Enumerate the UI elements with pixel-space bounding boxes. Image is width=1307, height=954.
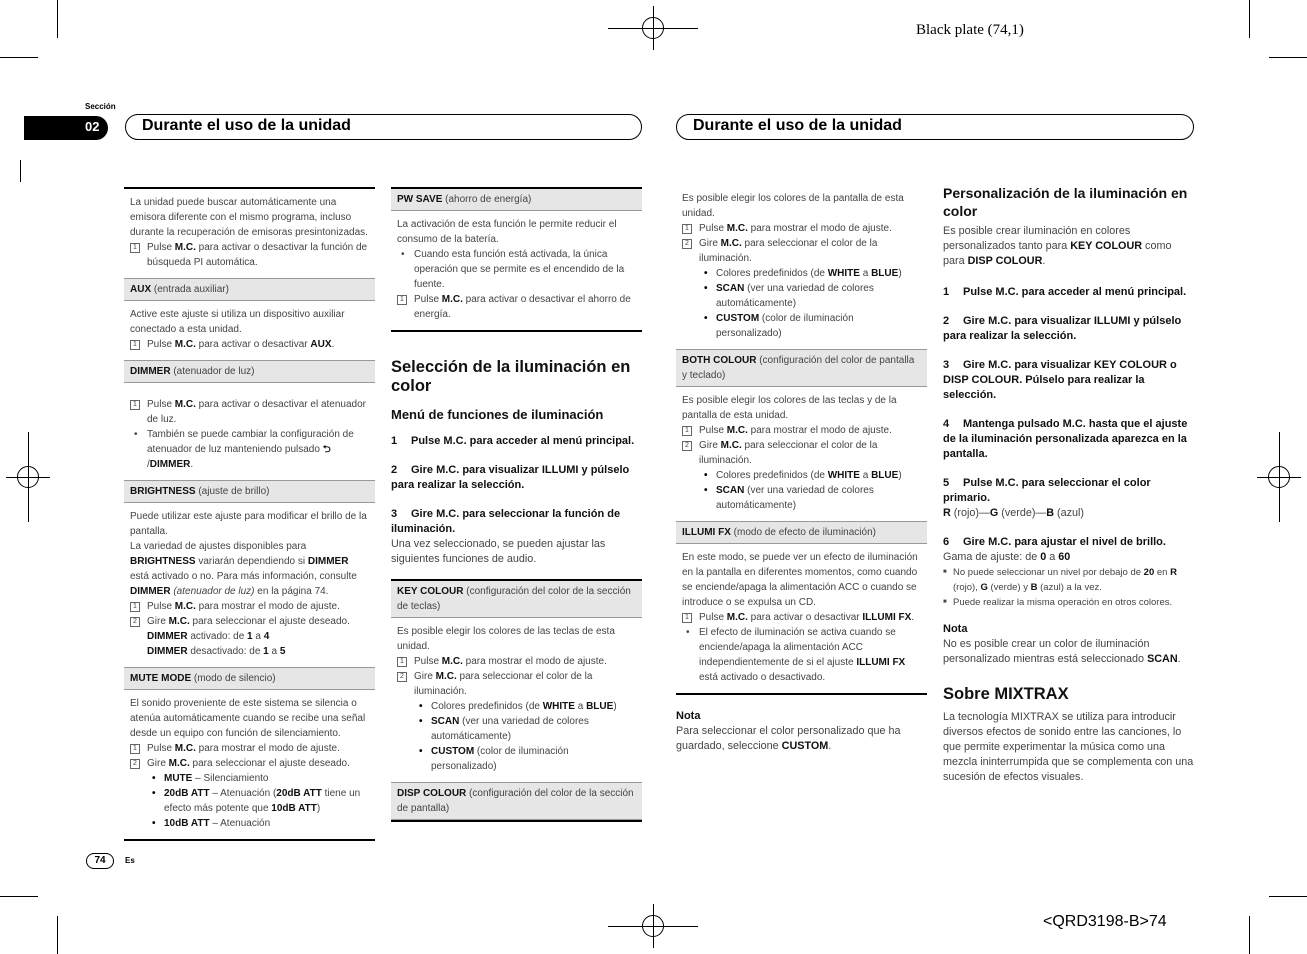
brightness-text: La variedad de ajustes disponibles para BRIGHTNESS variarán dependiendo si DIMMER está activado o no. Para más información, consulte DIMMER (atenuador de luz) en la página 74. (130, 541, 357, 597)
procedure-step: 2 Gire M.C. para visualizar ILLUMI y púlselo para realizar la selección. (391, 464, 630, 491)
registration-mark (653, 904, 654, 948)
dispcolour-text: Es posible elegir los colores de la pantalla de esta unidad. (682, 193, 904, 219)
section-number: 02 (24, 116, 108, 140)
dispcolour-cell (676, 187, 927, 349)
crop-mark (57, 916, 58, 954)
step: 1 Pulse M.C. para mostrar el modo de ajuste. (682, 423, 921, 438)
registration-mark (1279, 432, 1280, 522)
section-title: Sobre MIXTRAX (943, 685, 1069, 703)
settings-table (391, 579, 642, 822)
square-bullet: ■ No puede seleccionar un nivel por debajo de 20 en R (rojo), G (verde) y B (azul) a la vez. (943, 565, 1194, 595)
settings-table (391, 187, 642, 332)
aux-header: AUX (entrada auxiliar) (124, 278, 375, 301)
procedure-step: 3 Gire M.C. para visualizar KEY COLOUR o DISP COLOUR. Púlselo para realizar la selección. (943, 359, 1177, 401)
crop-mark (1249, 0, 1250, 38)
dimmer-cell (124, 383, 375, 480)
option: • Colores predefinidos (de WHITE a BLUE) (682, 468, 921, 483)
option: • SCAN (ver una variedad de colores automáticamente) (397, 714, 636, 744)
procedure-step: 3 Gire M.C. para seleccionar la función de iluminación. (391, 508, 621, 535)
crop-mark (1269, 896, 1307, 897)
section-label: Sección (85, 102, 116, 111)
bullet: • El efecto de iluminación se activa cuando se enciende/apaga la alimentación ACC independientemente de si el ajuste ILLUMI FX está activado o desactivado. (682, 625, 921, 685)
crop-mark (0, 896, 38, 897)
pwsave-text: La activación de esta función le permite reducir el consumo de la batería. (397, 219, 617, 245)
crop-mark (0, 57, 38, 58)
column-2 (391, 187, 642, 822)
illumifx-text: En este modo, se puede ver un efecto de iluminación en la pantalla en diferentes momentos, como cuando se enciende/apaga la alimentación ACC o cuando se introduce o se expulsa un CD. (682, 552, 918, 608)
mute-header: MUTE MODE (modo de silencio) (124, 667, 375, 690)
document-code: <QRD3198-B>74 (1043, 913, 1167, 930)
aux-text: Active este ajuste si utiliza un dispositivo auxiliar conectado a esta unidad. (130, 309, 345, 335)
section-title: Selección de la iluminación en color (391, 358, 631, 395)
header-right: Durante el uso de la unidad (676, 114, 1194, 140)
subsection-title: Menú de funciones de iluminación (391, 407, 604, 422)
procedure-step: 1 Pulse M.C. para acceder al menú principal. (391, 435, 635, 447)
column-1 (124, 187, 375, 841)
option: • MUTE – Silenciamiento (130, 771, 369, 786)
option: • CUSTOM (color de iluminación personalizado) (682, 311, 921, 341)
intro-text: Es posible crear iluminación en colores personalizados tanto para KEY COLOUR como para DISP COLOUR. (943, 225, 1172, 267)
brightness-text: Puede utilizar este ajuste para modificar el brillo de la pantalla. (130, 511, 367, 537)
aux-cell (124, 301, 375, 360)
bothcolour-text: Es posible elegir los colores de las teclas y de la pantalla de esta unidad. (682, 395, 897, 421)
registration-mark (28, 432, 29, 522)
step-text: Gama de ajuste: de 0 a 60 (943, 551, 1071, 563)
option: • CUSTOM (color de iluminación personalizado) (397, 744, 636, 774)
bullet: • También se puede cambiar la configuración de atenuador de luz manteniendo pulsado ⮌ /DIMMER. (130, 427, 369, 472)
pi-text: La unidad puede buscar automáticamente una emisora diferente con el mismo programa, incluso durante la recuperación de emisoras presintonizadas. (130, 197, 368, 238)
range: DIMMER activado: de 1 a 4 (147, 631, 270, 642)
step-text: R (rojo)—G (verde)—B (azul) (943, 507, 1085, 519)
option: • Colores predefinidos (de WHITE a BLUE) (397, 699, 636, 714)
crop-mark (20, 160, 21, 182)
crop-mark (1269, 57, 1307, 58)
illumifx-header: ILLUMI FX (modo de efecto de iluminación) (676, 521, 927, 544)
procedure-step: 2 Gire M.C. para visualizar ILLUMI y púlselo para realizar la selección. (943, 315, 1182, 342)
step-text: Una vez seleccionado, se pueden ajustar las siguientes funciones de audio. (391, 538, 606, 565)
step: 2 Gire M.C. para seleccionar el ajuste deseado. (130, 614, 369, 629)
bothcolour-cell (676, 387, 927, 521)
option: • 10dB ATT – Atenuación (130, 816, 369, 831)
column-4 (943, 184, 1194, 785)
step: 1 Pulse M.C. para mostrar el modo de ajuste. (130, 599, 369, 614)
step: 2 Gire M.C. para seleccionar el ajuste deseado. (130, 756, 369, 771)
note-heading: Nota (676, 710, 701, 722)
option: • SCAN (ver una variedad de colores automáticamente) (682, 483, 921, 513)
step: 1 Pulse M.C. para activar o desactivar el ahorro de energía. (397, 292, 636, 322)
page-language: Es (125, 856, 135, 865)
step: 1 Pulse M.C. para mostrar el modo de ajuste. (682, 221, 921, 236)
procedure-step: 4 Mantenga pulsado M.C. hasta que el ajuste de la iluminación personalizada aparezca en la pantalla. (943, 418, 1188, 460)
keycolour-cell (391, 618, 642, 782)
crop-mark (1249, 916, 1250, 954)
step: 1 Pulse M.C. para mostrar el modo de ajuste. (397, 654, 636, 669)
pwsave-header: PW SAVE (ahorro de energía) (391, 189, 642, 211)
step: 1 Pulse M.C. para activar o desactivar AUX. (130, 337, 369, 352)
header-left: Durante el uso de la unidad (125, 114, 642, 140)
illumifx-cell (676, 544, 927, 693)
mixtrax-text: La tecnología MIXTRAX se utiliza para introducir diversos efectos de sonido entre las canciones, lo que permite experimentar la música como una mezcla ininterrumpida que se complementa con una sucesión de efectos visuales. (943, 711, 1194, 783)
step: 1 Pulse M.C. para mostrar el modo de ajuste. (130, 741, 369, 756)
column-3 (676, 187, 927, 754)
keycolour-text: Es posible elegir los colores de las teclas de esta unidad. (397, 626, 615, 652)
crop-mark (57, 0, 58, 38)
option: • SCAN (ver una variedad de colores automáticamente) (682, 281, 921, 311)
plate-label: Black plate (74,1) (916, 22, 1024, 38)
step: 1 Pulse M.C. para activar o desactivar el atenuador de luz. (130, 397, 369, 427)
option: • 20dB ATT – Atenuación (20dB ATT tiene un efecto más potente que 10dB ATT) (130, 786, 369, 816)
mute-cell (124, 690, 375, 839)
page-number: 74 (86, 853, 114, 869)
note-text: Para seleccionar el color personalizado que ha guardado, seleccione CUSTOM. (676, 725, 901, 752)
mute-text: El sonido proveniente de este sistema se silencia o atenúa automáticamente cuando se recibe una señal desde un equipo con función de silenciamiento. (130, 698, 366, 739)
bothcolour-header: BOTH COLOUR (configuración del color de pantalla y teclado) (676, 349, 927, 387)
square-bullet: ■ Puede realizar la misma operación en otros colores. (943, 595, 1194, 610)
pi-cell (124, 189, 375, 278)
note-text: No es posible crear un color de iluminación personalizado mientras está seleccionado SCAN. (943, 638, 1181, 665)
dimmer-header: DIMMER (atenuador de luz) (124, 360, 375, 383)
step: 2 Gire M.C. para seleccionar el color de la iluminación. (682, 438, 921, 468)
procedure-step: 5 Pulse M.C. para seleccionar el color primario. (943, 477, 1151, 504)
step: 2 Gire M.C. para seleccionar el color de la iluminación. (682, 236, 921, 266)
step: 1 Pulse M.C. para activar o desactivar la función de búsqueda PI automática. (130, 240, 369, 270)
procedure-step: 1 Pulse M.C. para acceder al menú principal. (943, 286, 1187, 298)
pwsave-cell (391, 211, 642, 330)
step: 1 Pulse M.C. para activar o desactivar ILLUMI FX. (682, 610, 921, 625)
brightness-header: BRIGHTNESS (ajuste de brillo) (124, 480, 375, 503)
range: DIMMER desactivado: de 1 a 5 (147, 646, 286, 657)
step: 2 Gire M.C. para seleccionar el color de la iluminación. (397, 669, 636, 699)
settings-table (124, 187, 375, 841)
bullet: • Cuando esta función está activada, la única operación que se permite es el encendido de la fuente. (397, 247, 636, 292)
procedure-step: 6 Gire M.C. para ajustar el nivel de brillo. (943, 536, 1166, 548)
section-title: Personalización de la iluminación en color (943, 185, 1188, 219)
registration-mark (653, 6, 654, 50)
dispcolour-header: DISP COLOUR (configuración del color de la sección de pantalla) (391, 782, 642, 820)
brightness-cell (124, 503, 375, 667)
keycolour-header: KEY COLOUR (configuración del color de la sección de teclas) (391, 581, 642, 618)
settings-table (676, 187, 927, 695)
note-heading: Nota (943, 623, 968, 635)
option: • Colores predefinidos (de WHITE a BLUE) (682, 266, 921, 281)
